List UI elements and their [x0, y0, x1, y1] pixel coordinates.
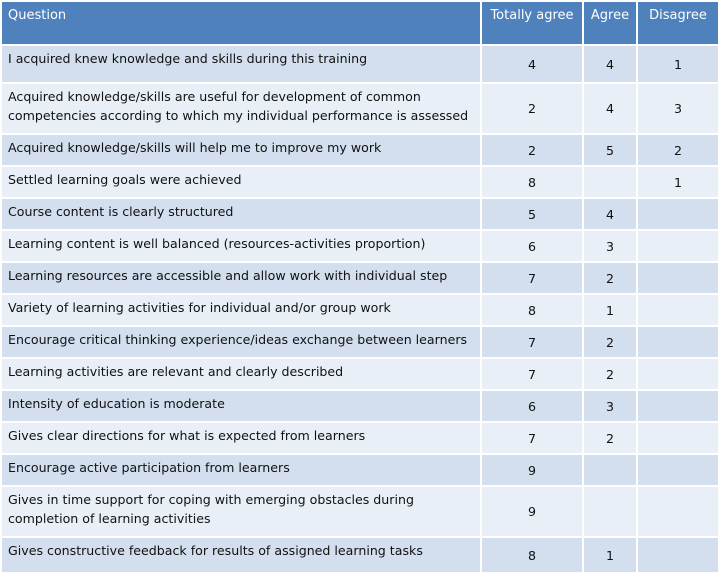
agree-cell	[584, 455, 636, 485]
question-cell: Learning resources are accessible and allow work with individual step	[2, 263, 480, 293]
agree-cell	[584, 167, 636, 197]
table-row	[2, 359, 718, 389]
disagree-cell	[638, 391, 718, 421]
question-cell: Acquired knowledge/skills are useful for development of common competencies according to which my individual performance is assessed	[2, 84, 480, 133]
table-row	[2, 167, 718, 197]
table-row	[2, 199, 718, 229]
column-header-agree: Agree	[584, 2, 636, 44]
disagree-cell	[638, 455, 718, 485]
disagree-cell	[638, 263, 718, 293]
table-row	[2, 538, 718, 572]
table-row	[2, 423, 718, 453]
agree-cell: 1	[584, 295, 636, 325]
agree-cell: 2	[584, 327, 636, 357]
totally-agree-cell: 7	[482, 263, 582, 293]
disagree-cell	[638, 423, 718, 453]
question-cell: Encourage critical thinking experience/ideas exchange between learners	[2, 327, 480, 357]
question-cell: Course content is clearly structured	[2, 199, 480, 229]
agree-cell: 4	[584, 84, 636, 133]
table-row	[2, 46, 718, 82]
table-row	[2, 135, 718, 165]
agree-cell: 3	[584, 231, 636, 261]
table-row	[2, 455, 718, 485]
table-row	[2, 263, 718, 293]
disagree-cell	[638, 327, 718, 357]
table-row	[2, 84, 718, 133]
disagree-cell	[638, 199, 718, 229]
totally-agree-cell: 6	[482, 391, 582, 421]
agree-cell: 1	[584, 538, 636, 572]
agree-cell	[584, 487, 636, 536]
table-header-row	[2, 2, 718, 44]
totally-agree-cell: 8	[482, 295, 582, 325]
agree-cell: 2	[584, 423, 636, 453]
table-row	[2, 487, 718, 536]
question-cell: Learning content is well balanced (resources-activities proportion)	[2, 231, 480, 261]
table-row	[2, 327, 718, 357]
totally-agree-cell: 7	[482, 359, 582, 389]
disagree-cell: 2	[638, 135, 718, 165]
totally-agree-cell: 5	[482, 199, 582, 229]
disagree-cell	[638, 359, 718, 389]
agree-cell: 2	[584, 359, 636, 389]
disagree-cell: 1	[638, 167, 718, 197]
column-header-totally-agree: Totally agree	[482, 2, 582, 44]
disagree-cell: 3	[638, 84, 718, 133]
agree-cell: 4	[584, 199, 636, 229]
totally-agree-cell: 2	[482, 84, 582, 133]
totally-agree-cell: 6	[482, 231, 582, 261]
agree-cell: 4	[584, 46, 636, 82]
agree-cell: 2	[584, 263, 636, 293]
totally-agree-cell: 4	[482, 46, 582, 82]
totally-agree-cell: 7	[482, 327, 582, 357]
question-cell: Gives clear directions for what is expected from learners	[2, 423, 480, 453]
totally-agree-cell: 2	[482, 135, 582, 165]
totally-agree-cell: 9	[482, 487, 582, 536]
question-cell: Settled learning goals were achieved	[2, 167, 480, 197]
disagree-cell	[638, 538, 718, 572]
question-cell: Learning activities are relevant and clearly described	[2, 359, 480, 389]
totally-agree-cell: 8	[482, 538, 582, 572]
disagree-cell: 1	[638, 46, 718, 82]
totally-agree-cell: 7	[482, 423, 582, 453]
agree-cell: 5	[584, 135, 636, 165]
table-row	[2, 231, 718, 261]
disagree-cell	[638, 487, 718, 536]
question-cell: Acquired knowledge/skills will help me to improve my work	[2, 135, 480, 165]
totally-agree-cell: 8	[482, 167, 582, 197]
question-cell: Variety of learning activities for individual and/or group work	[2, 295, 480, 325]
table-row	[2, 295, 718, 325]
totally-agree-cell: 9	[482, 455, 582, 485]
disagree-cell	[638, 295, 718, 325]
question-cell: Encourage active participation from learners	[2, 455, 480, 485]
question-cell: Intensity of education is moderate	[2, 391, 480, 421]
column-header-disagree: Disagree	[638, 2, 718, 44]
agree-cell: 3	[584, 391, 636, 421]
disagree-cell	[638, 231, 718, 261]
column-header-question: Question	[2, 2, 480, 44]
question-cell: Gives in time support for coping with emerging obstacles during completion of learning activities	[2, 487, 480, 536]
question-cell: I acquired knew knowledge and skills during this training	[2, 46, 480, 82]
question-cell: Gives constructive feedback for results of assigned learning tasks	[2, 538, 480, 572]
table-row	[2, 391, 718, 421]
